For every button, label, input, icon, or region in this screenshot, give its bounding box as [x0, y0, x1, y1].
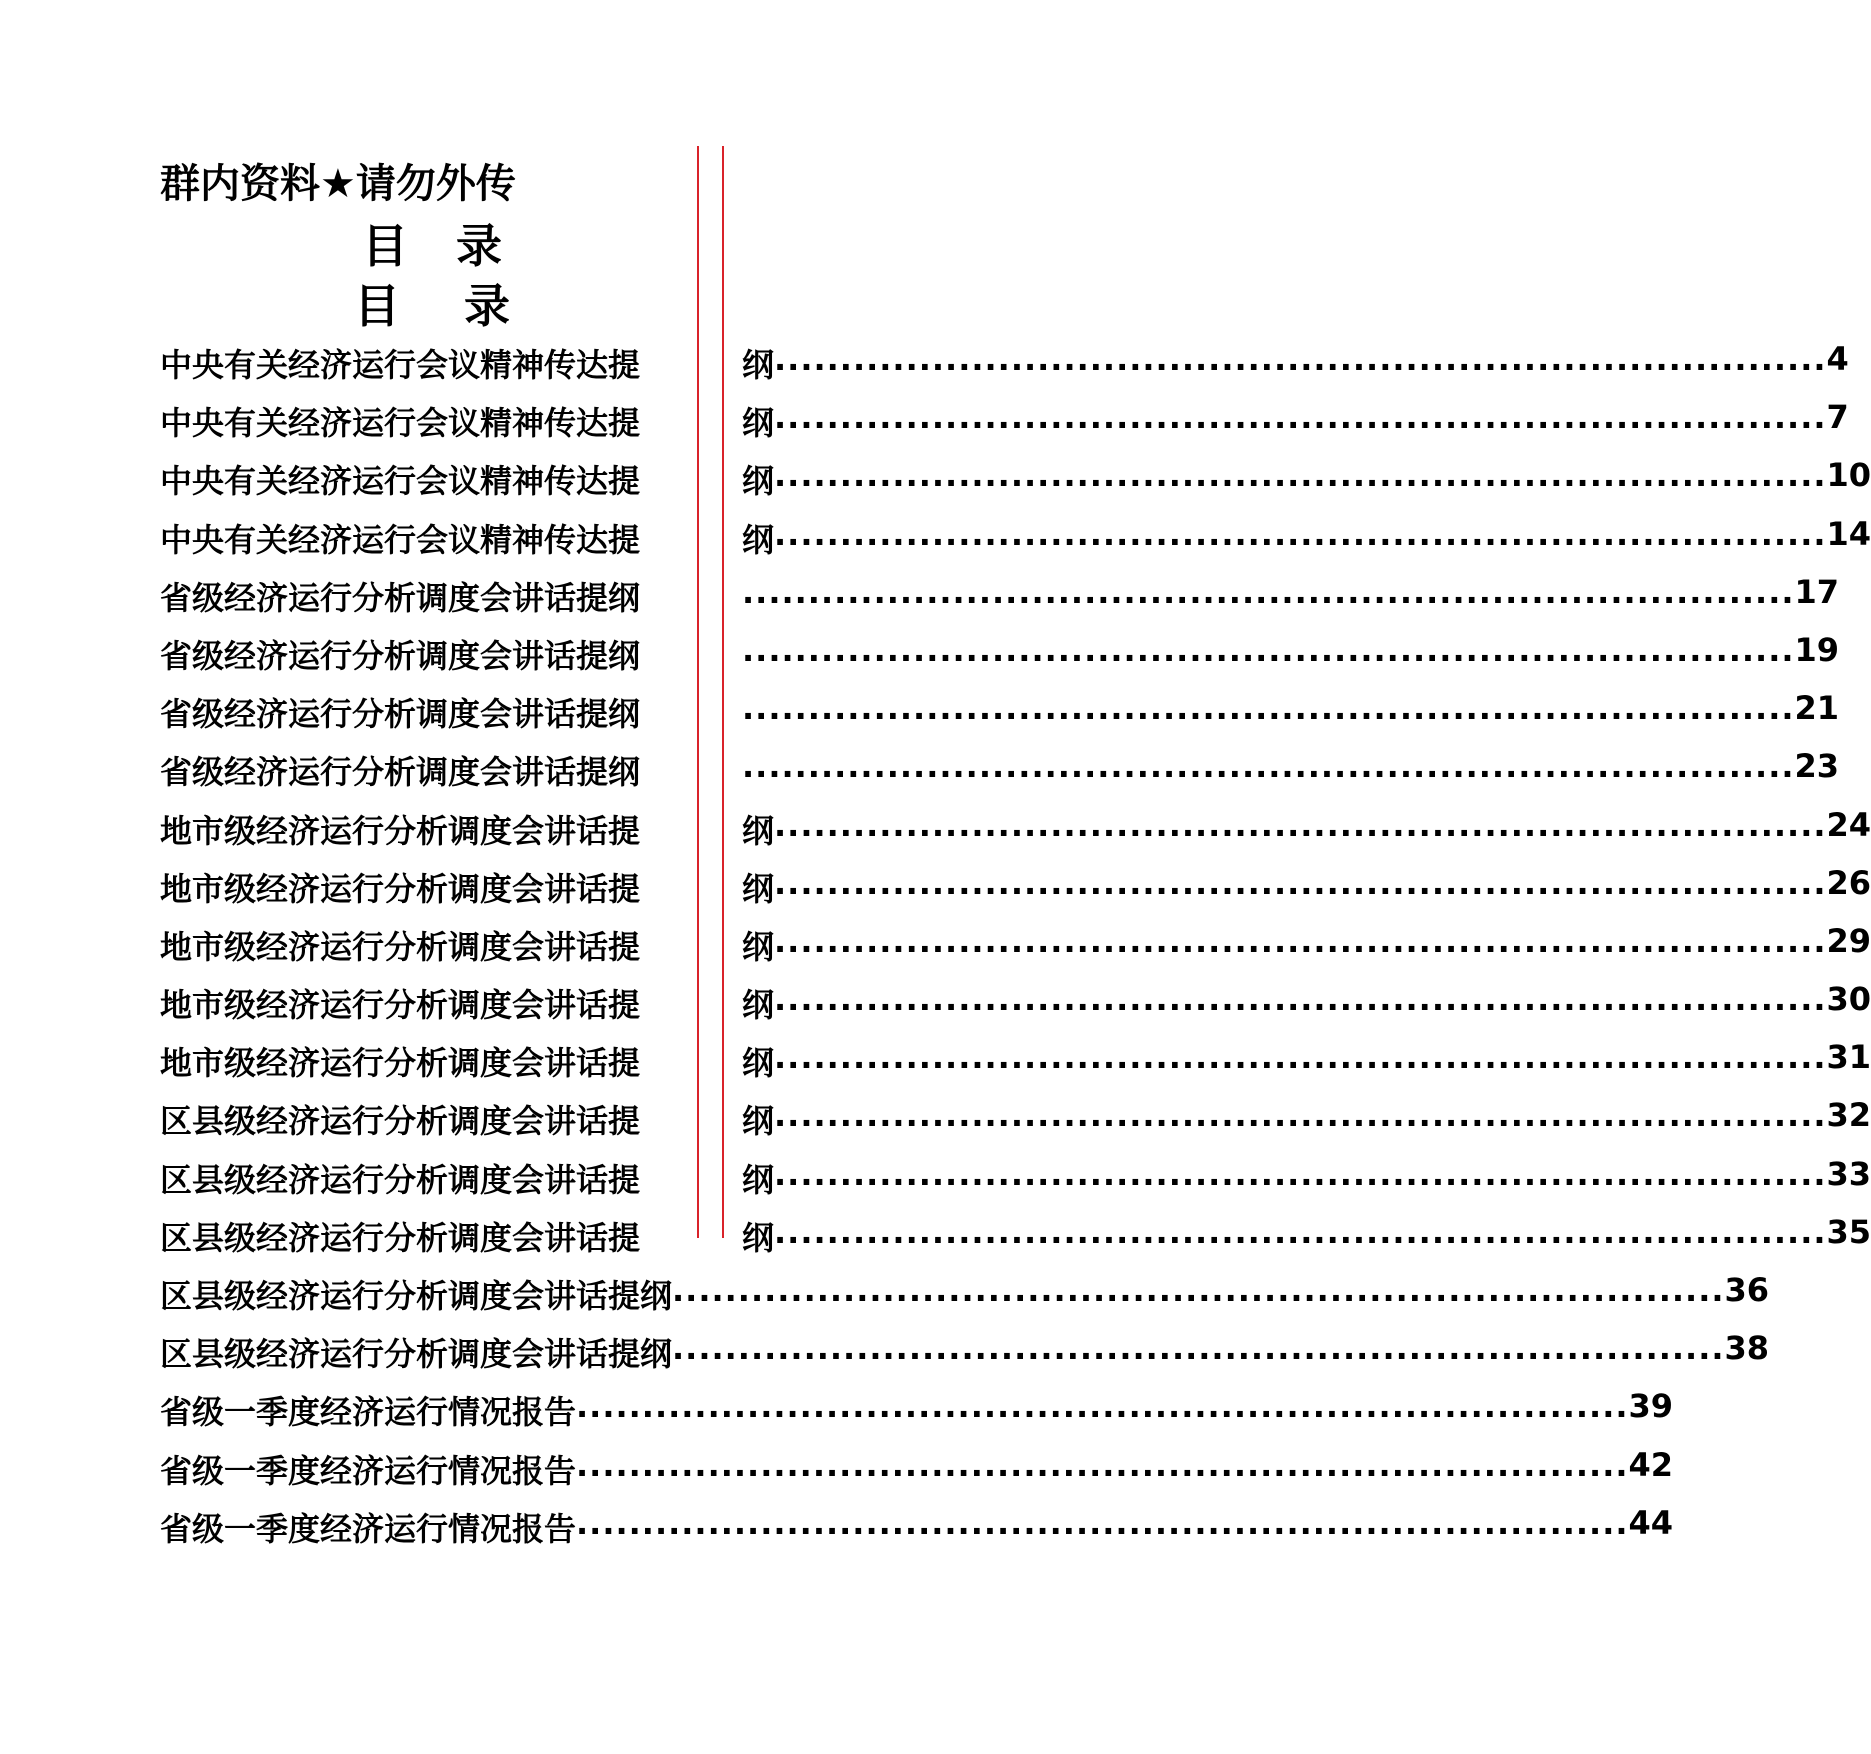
dot-leader: ................................................................................ [576, 1445, 1629, 1484]
toc-entry-page-number: 31 [1826, 1038, 1871, 1077]
toc-title-2-char-1: 目 [354, 279, 400, 333]
toc-entry-title: 区县级经济运行分析调度会讲话提 [160, 1102, 641, 1141]
toc-entry-leader [742, 805, 1871, 852]
toc-title-1 [362, 210, 502, 276]
toc-entry[interactable] [160, 689, 1840, 747]
toc-entry-leader [742, 1096, 1871, 1142]
toc-entry-title: 地市级经济运行分析调度会讲话提 [160, 869, 641, 908]
toc-entry-title-continuation: 纲 [742, 1160, 775, 1199]
toc-entry-leader [742, 689, 1840, 728]
toc-entry[interactable] [160, 747, 1840, 805]
toc-entry-title-continuation: 纲 [742, 811, 775, 850]
toc-entry-leader [742, 340, 1849, 386]
toc-entry-leader [742, 980, 1871, 1026]
toc-entry[interactable] [160, 1445, 1674, 1504]
dot-leader: ................................................................................ [774, 514, 1827, 553]
dot-leader: ................................................................................ [742, 747, 1795, 786]
toc-entry-title: 省级经济运行分析调度会讲话提纲 [160, 753, 641, 792]
toc-entry-page-number: 29 [1826, 921, 1871, 960]
toc-entry-page-number: 26 [1826, 863, 1871, 902]
toc-entry[interactable] [160, 1329, 1770, 1387]
toc-entry-title: 省级一季度经济运行情况报告 [160, 1509, 577, 1548]
toc-entry-title-continuation: 纲 [742, 927, 775, 966]
toc-entry-page-number: 21 [1794, 689, 1840, 728]
toc-entry-page-number: 35 [1826, 1212, 1871, 1251]
toc-entry-page-number: 36 [1724, 1271, 1770, 1309]
toc-entry-leader [742, 456, 1871, 502]
dot-leader: ................................................................................ [774, 456, 1827, 495]
toc-entry-leader [742, 921, 1871, 968]
dot-leader: ................................................................................ [774, 340, 1827, 378]
toc-entry[interactable] [160, 630, 1840, 689]
toc-entry-title: 区县级经济运行分析调度会讲话提 [160, 1160, 641, 1199]
toc-entry-title: 区县级经济运行分析调度会讲话提纲 [160, 1277, 673, 1315]
toc-entry-title: 省级经济运行分析调度会讲话提纲 [160, 636, 641, 675]
dot-leader: ................................................................................ [774, 921, 1827, 960]
toc-entry-page-number: 7 [1826, 398, 1849, 437]
toc-entry-page-number: 39 [1628, 1387, 1674, 1426]
toc-entry-page-number: 33 [1826, 1154, 1871, 1193]
dot-leader: ................................................................................ [774, 805, 1827, 844]
dot-leader: ................................................................................ [742, 572, 1795, 611]
toc-entry[interactable] [160, 1503, 1674, 1562]
dot-leader: ................................................................................ [672, 1329, 1725, 1368]
confidential-notice: 群内资料★请勿外传 [160, 161, 516, 207]
toc-entry-page-number: 23 [1794, 747, 1840, 786]
dot-leader: ................................................................................ [774, 398, 1827, 437]
toc-title-2-char-2: 录 [464, 279, 510, 333]
dot-leader: ................................................................................ [774, 863, 1827, 902]
toc-entry-title: 中央有关经济运行会议精神传达提 [160, 404, 641, 443]
toc-entry-title-continuation: 纲 [742, 1218, 775, 1257]
toc-title-2 [354, 270, 510, 336]
dot-leader: ................................................................................ [774, 980, 1827, 1019]
toc-entry-title-continuation: 纲 [742, 404, 775, 443]
toc-entry-title: 地市级经济运行分析调度会讲话提 [160, 986, 641, 1025]
toc-entry[interactable] [160, 1212, 1871, 1271]
toc-entry-leader [742, 630, 1840, 669]
toc-entry[interactable] [160, 863, 1871, 922]
toc-entry-title-continuation: 纲 [742, 869, 775, 908]
toc-entry[interactable] [160, 572, 1840, 631]
toc-entry-title: 区县级经济运行分析调度会讲话提纲 [160, 1335, 673, 1374]
toc-entry-leader [742, 747, 1840, 786]
toc-entry-title: 中央有关经济运行会议精神传达提 [160, 520, 641, 559]
toc-entry[interactable] [160, 1154, 1871, 1213]
toc-entry-title-continuation: 纲 [742, 986, 775, 1025]
toc-entry[interactable] [160, 805, 1871, 864]
toc-entry-leader [742, 514, 1871, 561]
toc-entry-page-number: 4 [1826, 340, 1849, 378]
toc-entry-leader [742, 572, 1840, 611]
toc-entry-page-number: 44 [1628, 1503, 1674, 1542]
table-of-contents [160, 340, 1871, 1562]
dot-leader: ................................................................................ [742, 630, 1795, 669]
toc-entry-page-number: 19 [1794, 630, 1840, 669]
toc-entry[interactable] [160, 980, 1871, 1038]
toc-entry[interactable] [160, 456, 1871, 514]
toc-entry[interactable] [160, 1271, 1770, 1329]
toc-entry-title-continuation: 纲 [742, 520, 775, 559]
toc-entry-page-number: 14 [1826, 514, 1871, 553]
toc-entry[interactable] [160, 921, 1871, 980]
dot-leader: ................................................................................ [774, 1038, 1827, 1077]
toc-title-1-char-2: 录 [456, 219, 502, 273]
dot-leader: ................................................................................ [774, 1212, 1827, 1251]
toc-entry-title-continuation: 纲 [742, 346, 775, 384]
toc-entry-leader [742, 863, 1871, 910]
toc-entry[interactable] [160, 514, 1871, 573]
toc-entry-title: 中央有关经济运行会议精神传达提 [160, 346, 641, 384]
dot-leader: ................................................................................ [774, 1154, 1827, 1193]
toc-entry[interactable] [160, 340, 1849, 398]
toc-entry-page-number: 32 [1826, 1096, 1871, 1135]
toc-entry-title: 中央有关经济运行会议精神传达提 [160, 462, 641, 501]
toc-entry-page-number: 24 [1826, 805, 1871, 844]
toc-entry-title: 地市级经济运行分析调度会讲话提 [160, 1044, 641, 1083]
toc-entry[interactable] [160, 1096, 1871, 1154]
toc-entry-leader [742, 1154, 1871, 1201]
dot-leader: ................................................................................ [742, 689, 1795, 728]
toc-entry[interactable] [160, 1038, 1871, 1096]
dot-leader: ................................................................................ [576, 1387, 1629, 1426]
toc-entry-page-number: 38 [1724, 1329, 1770, 1368]
toc-entry-leader [742, 398, 1849, 444]
toc-entry-page-number: 10 [1826, 456, 1871, 495]
toc-entry-title: 地市级经济运行分析调度会讲话提 [160, 811, 641, 850]
toc-entry-leader [742, 1038, 1871, 1084]
dot-leader: ................................................................................ [576, 1503, 1629, 1542]
dot-leader: ................................................................................ [672, 1271, 1725, 1309]
toc-entry-page-number: 30 [1826, 980, 1871, 1019]
toc-entry-title: 区县级经济运行分析调度会讲话提 [160, 1218, 641, 1257]
toc-entry[interactable] [160, 1387, 1674, 1445]
toc-entry-title-continuation: 纲 [742, 462, 775, 501]
toc-title-1-char-1: 目 [362, 219, 408, 273]
toc-entry-title-continuation: 纲 [742, 1102, 775, 1141]
toc-entry-title: 省级经济运行分析调度会讲话提纲 [160, 578, 641, 617]
toc-entry-title: 省级一季度经济运行情况报告 [160, 1393, 577, 1432]
toc-entry-title: 省级一季度经济运行情况报告 [160, 1451, 577, 1490]
toc-entry-title-continuation: 纲 [742, 1044, 775, 1083]
toc-entry-page-number: 42 [1628, 1445, 1674, 1484]
toc-entry-title: 省级经济运行分析调度会讲话提纲 [160, 695, 641, 734]
dot-leader: ................................................................................ [774, 1096, 1827, 1135]
toc-entry-page-number: 17 [1794, 572, 1840, 611]
toc-entry-title: 地市级经济运行分析调度会讲话提 [160, 927, 641, 966]
toc-entry[interactable] [160, 398, 1849, 456]
toc-entry-leader [742, 1212, 1871, 1259]
